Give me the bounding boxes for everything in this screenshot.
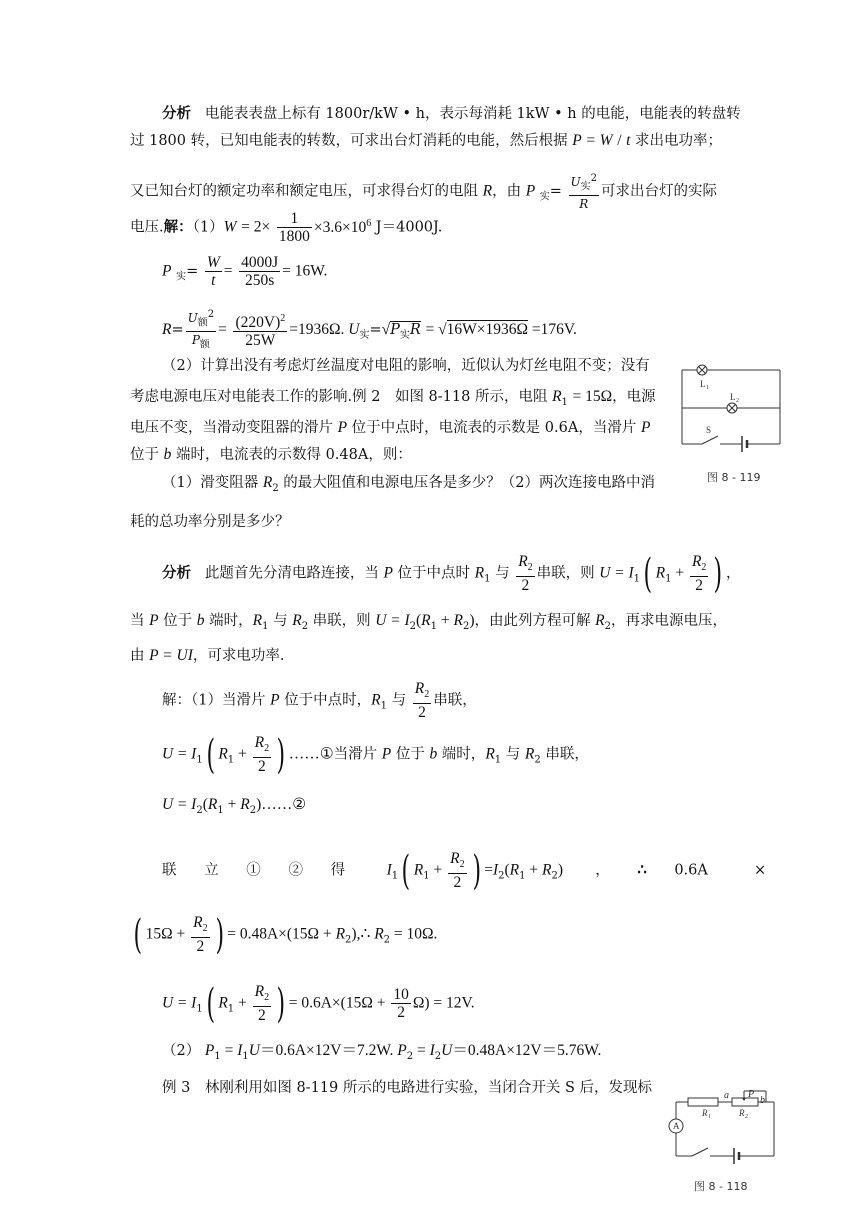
solution-2-line-6: $U = I_1$( $R_1$ + $\frac{R_2}{2}$ ) = 0.6A×(15Ω + $\frac{10}{2}$ Ω) = 12V. — [162, 980, 475, 1027]
solution-2-line-2: $U = I_1$( $R_1$ + $\frac{R_2}{2}$ ) ……①当滑片 P 位于 b 端时，$R_1$ 与 $R_2$ 串联， — [162, 731, 589, 778]
fig119-switch-label: S — [706, 425, 712, 435]
fig118-a-label: a — [724, 1090, 729, 1101]
solution-1-line-1: 电压.解：（1）W = 2× $\frac{1}{1800}$ $\times 3.6\times 10^6$ J＝4000J. — [130, 210, 443, 245]
analysis-para-2-line-2: 当 P 位于 b 端时，$R_1$ 与 $R_2$ 串联，则 $U = I_2(R_1 + R_2)$，由此列方程可解 $R_2$，再求电源电压， — [130, 612, 727, 632]
fig118-p-label: P — [748, 1089, 755, 1100]
figure-8-119-caption: 图 8 - 119 — [707, 471, 761, 484]
analysis-para-1: 分析 电能表表盘上标有 1800r/kW • h，表示每消耗 1kW • h 的电能，电能表的转盘转 — [162, 105, 741, 122]
example-3: 例 3 林刚利用如图 8-119 所示的电路进行实验，当闭合开关 S 后，发现标 — [162, 1080, 653, 1096]
question-line-1: （1）滑变阻器 $R_2$ 的最大阻值和电源电压各是多少？（2）两次连接电路中消 — [162, 474, 656, 494]
fig118-r2-label: R — [739, 1108, 745, 1118]
figure-8-119 — [680, 362, 790, 462]
analysis-para-2-line-3: 由 P = UI，可求电功率. — [130, 647, 285, 664]
svg-text:1: 1 — [708, 1114, 711, 1120]
analysis-para-1-line-2: 过 1800 转，已知电能表的转数，可求出台灯消耗的电能，然后根据 P = W / t 求出电功率； — [130, 132, 723, 149]
fig119-l1-label: L — [700, 379, 706, 389]
fig119-l2-label: L — [730, 392, 736, 402]
analysis-para-1-line-3: 又已知台灯的额定功率和额定电压，可求得台灯的电阻 R，由 P $_实$= $\frac{U_实^2}{R}$ 可求出台灯的实际 — [130, 170, 717, 213]
analysis-para-2: 分析 此题首先分清电路连接，当 P 位于中点时 $R_1$ 与 $\frac{R_2}{2}$ 串联，则 $U = I_1$( $R_1$ + $\frac{R_2}{2}$ ) ， — [162, 550, 741, 597]
solution-2-line-3: $U = I_2(R_1$ + $R_2)\dots\dots ②$ — [162, 796, 307, 816]
solution-1-line-3: R= $\frac{U_额^2}{P_额}$ = $\frac{(220V)^2}{25W}$ =1936Ω. $U_实=√P_实R = √16W\times 1936\Omega =176V$. — [162, 306, 577, 354]
figure-8-118 — [664, 1088, 784, 1168]
figure-8-118-caption: 图 8 - 118 — [694, 1180, 748, 1193]
note-line-2: 考虑电源电压对电能表工作的影响.例 2 如图 8-118 所示，电阻 $R_1 = 15\Omega$，电源 — [130, 388, 656, 408]
svg-text:1: 1 — [706, 385, 709, 391]
solution-2-line-5: ( 15Ω + $\frac{R_2}{2}$ ) = $0.48A\times(15\Omega + R_2),\therefore$ $R_2 = 10\Omega$. — [133, 911, 438, 958]
fig118-r1-label: R — [702, 1108, 708, 1118]
fig118-b-label: b — [760, 1095, 765, 1106]
fig118-ammeter-label: A — [673, 1121, 680, 1131]
note-line-3: 电压不变，当滑动变阻器的滑片 P 位于中点时，电流表的示数是 0.6A，当滑片 P — [130, 419, 651, 436]
analysis-label: 分析 — [162, 105, 191, 122]
svg-text:2: 2 — [736, 398, 739, 404]
svg-text:2: 2 — [745, 1114, 748, 1120]
question-line-2: 耗的总功率分别是多少？ — [130, 514, 290, 530]
note-line-4: 位于 b 端时，电流表的示数得 0.48A，则： — [130, 446, 412, 463]
solution-2-line-4: 联 立 ① ② 得 $I_1$( $R_1$ + $\frac{R_2}{2}$ ) $=I_2(R_1 + R_2)$ ， ∴ 0.6A × — [162, 847, 767, 894]
solution-2-line-1: 解：（1）当滑片 P 位于中点时，$R_1$ 与 $\frac{R_2}{2}$ 串联， — [162, 680, 477, 722]
note-line-1: （2）计算出没有考虑灯丝温度对电阻的影响，近似认为灯丝电阻不变；没有 — [162, 358, 650, 374]
solution-2-line-7: （2） $P_1 = I_1U=0.6A\times 12V=7.2W$. $P_2 = I_2U=0.48A\times 12V=5.76W$. — [162, 1042, 602, 1062]
solution-1-line-2: P $_实$= $\frac{W}{t}$ = $\frac{4000J}{250s}$ = 16W. — [162, 254, 328, 289]
